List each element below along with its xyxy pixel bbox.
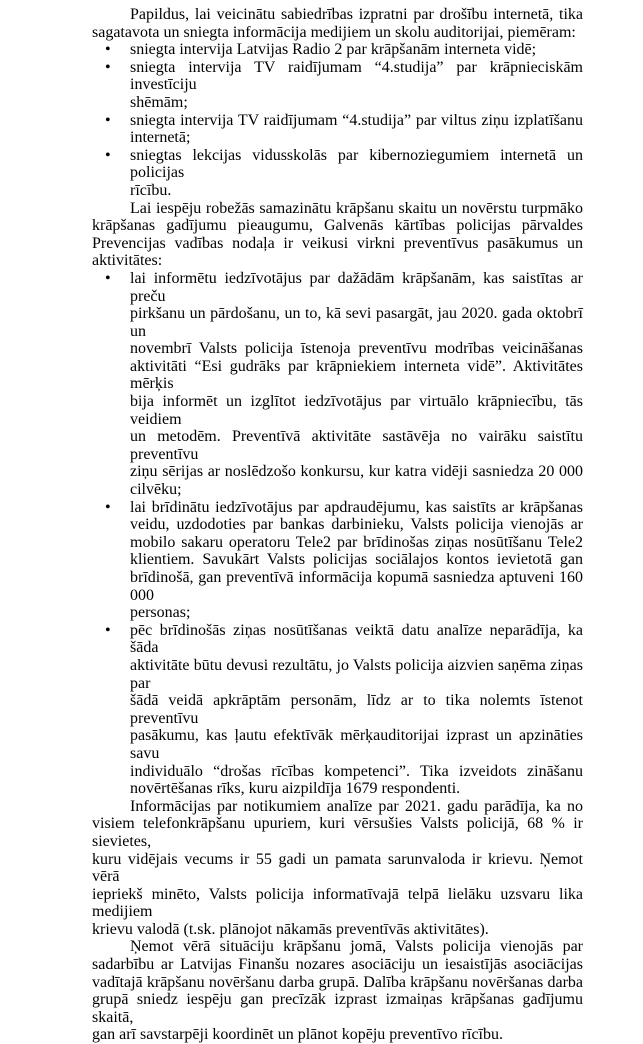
bullet-icon: • [105,146,111,164]
text-line: Informācijas par notikumiem analīze par 2021. gadu parādīja, ka no [130,797,583,815]
bullet-icon: • [105,621,111,639]
paragraph [92,6,583,41]
paragraph [92,938,583,1044]
paragraph [92,798,583,939]
text-line: Papildus, lai veicinātu sabiedrības izpratni par drošību internetā, tika [130,6,583,23]
text-line: bija informēt un izglītot iedzīvotājus par virtuālo krāpniecību, tās veidiem [130,393,583,428]
text-line: grupā sniedz iespēju gan precīzāk izprast izmaiņas krāpšanas gadījumu skaitā, [92,991,583,1026]
text-line: sadarbību ar Latvijas Finanšu nozares asociāciju un iesaistījās asociācijas [92,956,583,974]
text-line: brīdinošā, gan preventīvā informācija kopumā sasniedza aptuveni 160 000 [130,569,583,604]
bullet-item [92,112,583,147]
text-line: sniegta intervija TV raidījumam “4.studija” par viltus ziņu izplatīšanu [130,111,583,129]
text-line: sagatavota un sniegta informācija medijiem un skolu auditorijai, piemēram: [92,23,576,41]
text-line: internetā; [130,129,191,147]
text-line: visiem telefonkrāpšanu upuriem, kuri vērsušies Valsts policijā, 68 % ir sievietes, [92,815,583,850]
text-line: cilvēku; [130,481,182,499]
text-line: krāpšanas gadījumu pieaugumu, Galvenās kārtības policijas pārvaldes [92,217,583,235]
bullet-icon: • [105,58,111,76]
text-line: pasākumu, kas ļautu efektīvāk mērķauditorijai izprast un apzināties savu [130,727,583,762]
bullet-item [92,59,583,112]
text-line: un metodēm. Preventīvā aktivitāte sastāvēja no vairāku saistītu preventīvu [130,428,583,463]
bullet-icon: • [105,269,111,287]
text-line: veidu, uzdodoties par bankas darbinieku, Valsts policija vienojās ar [130,516,583,534]
text-line: klientiem. Savukārt Valsts policijas sociālajos kontos ievietotā gan [130,551,583,569]
text-line: kuru vidējais vecums ir 55 gadi un pamata sarunvaloda ir krievu. Ņemot vērā [92,850,583,886]
text-line: gan arī savstarpēji koordinēt un plānot kopēju preventīvo rīcību. [92,1026,503,1044]
bullet-icon: • [105,41,111,59]
bullet-icon: • [105,498,111,516]
bullet-item [92,41,583,59]
text-line: rīcību. [130,181,172,199]
text-line: Lai iespēju robežās samazinātu krāpšanu skaitu un novērstu turpmāko [130,199,583,217]
text-line: sniegta intervija Latvijas Radio 2 par krāpšanām interneta vidē; [130,41,537,59]
text-line: individuālo “drošas rīcības kompetenci”. Tika izveidots zināšanu [130,762,583,780]
text-line: Ņemot vērā situāciju krāpšanu jomā, Valsts policija vienojās par [130,938,583,956]
document-body [92,6,583,1044]
text-line: aktivitātes: [92,252,163,270]
text-line: vadītajā krāpšanu novēršanu darba grupā. Dalība krāpšanu novēršanas darba [92,973,583,991]
text-line: mobilo sakaru operatoru Tele2 par brīdinošas ziņas nosūtīšanu Tele2 [130,533,583,551]
text-line: iepriekš minēto, Valsts policija informatīvajā telpā lielāku uzsvaru lika medijiem [92,885,583,921]
text-line: personas; [130,604,191,622]
text-line: lai informētu iedzīvotājus par dažādām krāpšanām, kas saistītas ar preču [130,269,583,305]
bullet-item [92,499,583,622]
bullet-item [92,622,583,798]
bullet-item [92,270,583,499]
text-line: ziņu sērijas ar noslēdzošo konkursu, kur katra vidēji sasniedza 20 000 [130,463,583,481]
text-line: pirkšanu un pārdošanu, un to, kā sevi pasargāt, jau 2020. gada oktobrī un [130,305,583,340]
text-line: aktivitāte būtu devusi rezultātu, jo Valsts policija aizvien saņēma ziņas par [130,656,583,692]
text-line: aktivitāti “Esi gudrāks par krāpniekiem interneta vidē”. Aktivitātes mērķis [130,357,583,393]
text-line: shēmām; [130,93,188,111]
text-line: krievu valodā (t.sk. plānojot nākamās preventīvās aktivitātes). [92,920,489,938]
text-line: lai brīdinātu iedzīvotājus par apdraudējumu, kas saistīts ar krāpšanas [130,498,583,516]
paragraph [92,200,583,270]
text-line: šādā veidā apkrāptām personām, līdz ar to tika nolemts īstenot preventīvu [130,692,583,727]
text-line: sniegtas lekcijas vidusskolās par kibernoziegumiem internetā un policijas [130,146,583,182]
text-line: novembrī Valsts policija īstenoja preventīvu modrības veicināšanas [130,340,583,358]
bullet-icon: • [105,111,111,129]
text-line: pēc brīdinošās ziņas nosūtīšanas veiktā datu analīze neparādīja, ka šāda [130,621,583,657]
text-line: novērtēšanas rīks, kuru aizpildīja 1679 respondenti. [130,780,461,798]
text-line: sniegta intervija TV raidījumam “4.studija” par krāpnieciskām investīciju [130,58,583,94]
text-line: Prevencijas vadības nodaļa ir veikusi virkni preventīvus pasākumus un [92,234,583,252]
bullet-item [92,147,583,200]
